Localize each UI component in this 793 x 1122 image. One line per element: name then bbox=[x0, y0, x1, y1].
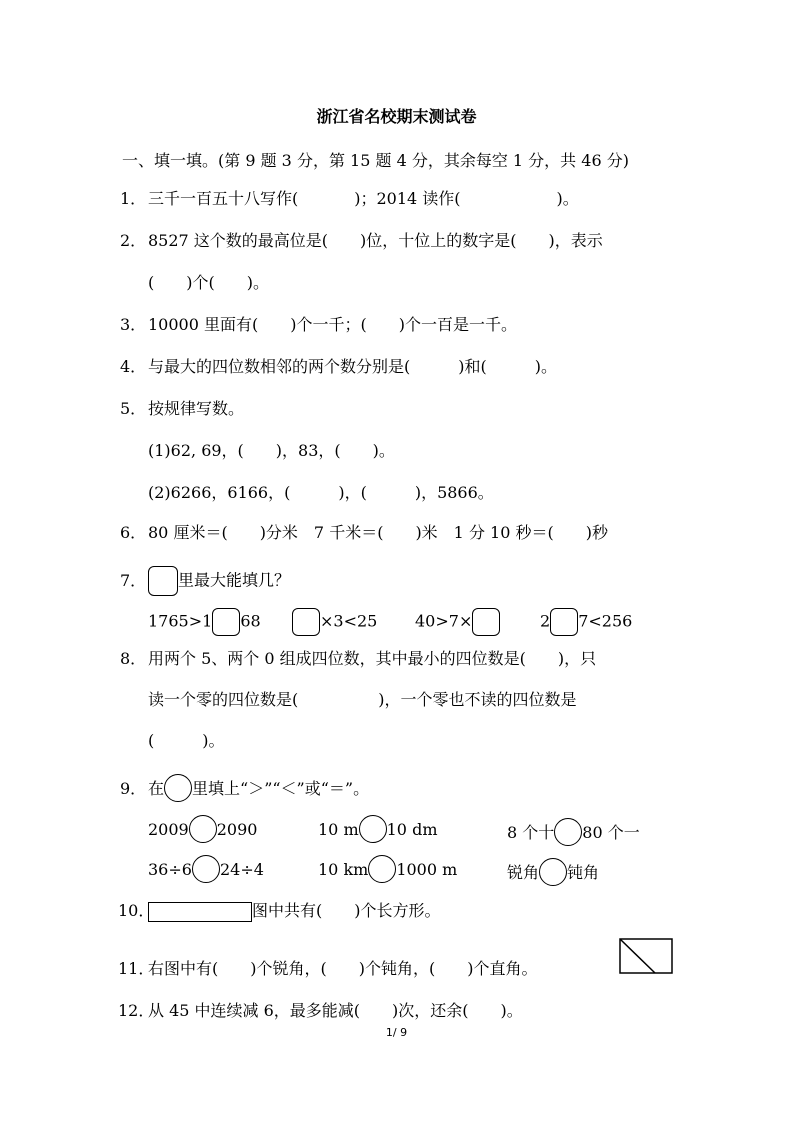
question-12: 12．从 45 中连续减 6，最多能减( )次，还余( )。 bbox=[118, 1001, 523, 1020]
q9-item: 36÷6 24÷4 bbox=[148, 860, 264, 883]
question-number: 3． bbox=[120, 315, 147, 334]
answer-circle[interactable] bbox=[189, 815, 217, 843]
answer-box[interactable] bbox=[148, 566, 178, 596]
question-number: 6． bbox=[120, 523, 147, 542]
question-11: 11．右图中有( )个锐角，( )个钝角，( )个直角。 bbox=[118, 959, 538, 978]
question-number: 9． bbox=[120, 779, 147, 798]
q9-item: 10 m 10 dm bbox=[318, 820, 437, 843]
answer-box[interactable] bbox=[550, 608, 578, 636]
question-10: 10． 图中共有( )个长方形。 bbox=[118, 901, 441, 920]
question-5-sub2: (2)6266，6166，( )，( )，5866。 bbox=[148, 483, 494, 502]
question-2-line2: ( )个( )。 bbox=[148, 273, 269, 292]
question-8-line2: 读一个零的四位数是( )，一个零也不读的四位数是 bbox=[148, 690, 577, 709]
question-3: 3． 10000 里面有( )个一千；( )个一百是一千。 bbox=[120, 315, 517, 334]
question-number: 7． bbox=[120, 570, 147, 590]
q9-item: 10 km 1000 m bbox=[318, 860, 457, 883]
answer-box[interactable] bbox=[292, 608, 320, 636]
q7-item-1: 1765>1 68 bbox=[148, 608, 261, 636]
answer-box[interactable] bbox=[472, 608, 500, 636]
page-number: 1/ 9 bbox=[385, 1026, 408, 1039]
answer-circle[interactable] bbox=[164, 774, 192, 802]
question-number: 8． bbox=[120, 649, 147, 668]
question-number: 2． bbox=[120, 231, 147, 250]
question-number: 10． bbox=[118, 901, 155, 920]
answer-circle[interactable] bbox=[192, 855, 220, 883]
question-7: 7． 里最大能填几？ bbox=[148, 566, 290, 596]
question-5-sub1: (1)62, 69，( )，83，( )。 bbox=[148, 441, 395, 460]
rectangle-figure bbox=[148, 902, 252, 922]
answer-box[interactable] bbox=[212, 608, 240, 636]
question-number: 4． bbox=[120, 357, 147, 376]
q9-item: 锐角 钝角 bbox=[507, 860, 599, 886]
q7-item-4: 2 7<256 bbox=[540, 608, 632, 636]
q7-item-2: ×3<25 bbox=[292, 608, 377, 636]
question-4: 4． 与最大的四位数相邻的两个数分别是( )和( )。 bbox=[120, 357, 557, 376]
question-1: 1． 三千一百五十八写作( )；2014 读作( )。 bbox=[120, 189, 579, 208]
answer-circle[interactable] bbox=[554, 818, 582, 846]
question-number: 5． bbox=[120, 399, 147, 418]
section-heading: 一、填一填。(第 9 题 3 分，第 15 题 4 分，其余每空 1 分，共 46 分) bbox=[122, 151, 629, 170]
q9-item: 8 个十 80 个一 bbox=[507, 820, 640, 846]
question-6: 6． 80 厘米＝( )分米 7 千米＝( )米 1 分 10 秒＝( )秒 bbox=[120, 523, 608, 542]
question-8: 8． 用两个 5、两个 0 组成四位数，其中最小的四位数是( )，只 bbox=[120, 649, 597, 668]
answer-circle[interactable] bbox=[368, 855, 396, 883]
q9-item: 2009 2090 bbox=[148, 820, 257, 843]
question-number: 11． bbox=[118, 959, 155, 978]
answer-circle[interactable] bbox=[539, 858, 567, 886]
question-8-line3: ( )。 bbox=[148, 731, 225, 750]
question-9: 9． 在 里填上“＞”“＜”或“＝”。 bbox=[148, 778, 369, 802]
question-5: 5． 按规律写数。 bbox=[120, 399, 245, 418]
q7-item-3: 40>7× bbox=[415, 608, 500, 636]
question-2: 2． 8527 这个数的最高位是( )位，十位上的数字是( )，表示 bbox=[120, 231, 603, 250]
answer-circle[interactable] bbox=[359, 815, 387, 843]
angle-figure bbox=[619, 938, 673, 974]
page-title: 浙江省名校期末测试卷 bbox=[316, 107, 477, 126]
question-number: 12． bbox=[118, 1001, 155, 1020]
question-number: 1． bbox=[120, 189, 147, 208]
